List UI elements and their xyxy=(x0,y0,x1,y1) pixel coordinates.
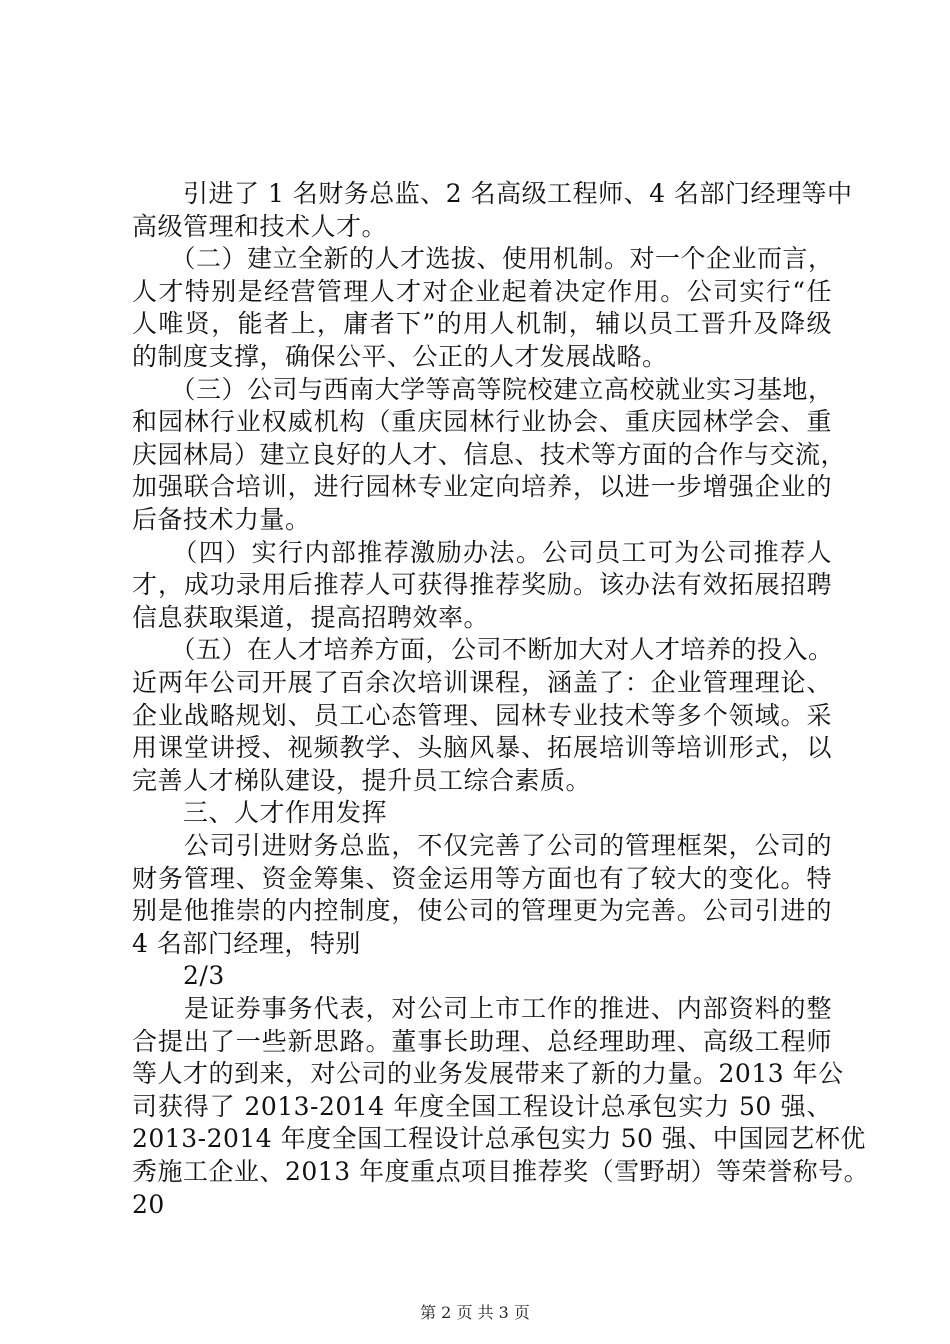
text-line: 企业战略规划、员工心态管理、园林专业技术等多个领域。采 xyxy=(132,700,832,730)
text-line: 2013-2014 年度全国工程设计总承包实力 50 强、中国园艺杯优 xyxy=(132,1124,866,1154)
text-line: 后备技术力量。 xyxy=(132,505,311,534)
text-line: （五）在人才培养方面，公司不断加大对人才培养的投入。 xyxy=(132,635,834,665)
text-line: 财务管理、资金筹集、资金运用等方面也有了较大的变化。特 xyxy=(132,863,832,893)
text-line: 等人才的到来，对公司的业务发展带来了新的力量。2013 年公 xyxy=(132,1059,844,1089)
text-line: 和园林行业权威机构（重庆园林行业协会、重庆园林学会、重 xyxy=(132,407,832,437)
text-line: 合提出了一些新思路。董事长助理、总经理助理、高级工程师 xyxy=(132,1026,832,1056)
text-line: （三）公司与西南大学等高等院校建立高校就业实习基地， xyxy=(132,374,834,404)
text-line: 加强联合培训，进行园林专业定向培养，以进一步增强企业的 xyxy=(132,472,832,502)
text-line: 司获得了 2013-2014 年度全国工程设计总承包实力 50 强、 xyxy=(132,1091,832,1121)
text-line: （四）实行内部推荐激励办法。公司员工可为公司推荐人 xyxy=(132,537,832,567)
text-line: 完善人才梯队建设，提升员工综合素质。 xyxy=(132,765,592,795)
text-line: 是证券事务代表，对公司上市工作的推进、内部资料的整 xyxy=(132,994,832,1023)
text-line: 才，成功录用后推荐人可获得推荐奖励。该办法有效拓展招聘 xyxy=(132,570,832,600)
text-line: 公司引进财务总监，不仅完善了公司的管理框架，公司的 xyxy=(132,831,832,860)
text-line: 秀施工企业、2013 年度重点项目推荐奖（雪野胡）等荣誉称号。 xyxy=(132,1157,870,1186)
text-line: 别是他推崇的内控制度，使公司的管理更为完善。公司引进的 xyxy=(132,896,832,926)
text-line: 信息获取渠道，提高招聘效率。 xyxy=(132,602,490,632)
text-line: 引进了 1 名财务总监、2 名高级工程师、4 名部门经理等中 xyxy=(132,179,853,208)
text-line: 庆园林局）建立良好的人才、信息、技术等方面的合作与交流， xyxy=(132,439,847,469)
page-footer: 第 2 页 共 3 页 xyxy=(420,1303,530,1322)
text-line: 的制度支撑，确保公平、公正的人才发展战略。 xyxy=(132,342,668,371)
text-line: 20 xyxy=(132,1189,165,1219)
text-line: （二）建立全新的人才选拔、使用机制。对一个企业而言， xyxy=(132,244,834,274)
text-line: 近两年公司开展了百余次培训课程，涵盖了：企业管理理论、 xyxy=(132,668,832,697)
text-line: 用课堂讲授、视频教学、头脑风暴、拓展培训等培训形式，以 xyxy=(132,733,832,763)
text-line: 人唯贤，能者上，庸者下”的用人机制，辅以员工晋升及降级 xyxy=(132,309,832,339)
inline-page-marker: 2/3 xyxy=(132,961,225,991)
text-line: 人才特别是经营管理人才对企业起着决定作用。公司实行“任 xyxy=(132,276,832,306)
text-line: 高级管理和技术人才。 xyxy=(132,211,388,241)
section-heading: 三、人才作用发挥 xyxy=(132,798,388,828)
text-line: 4 名部门经理，特别 xyxy=(132,928,361,958)
